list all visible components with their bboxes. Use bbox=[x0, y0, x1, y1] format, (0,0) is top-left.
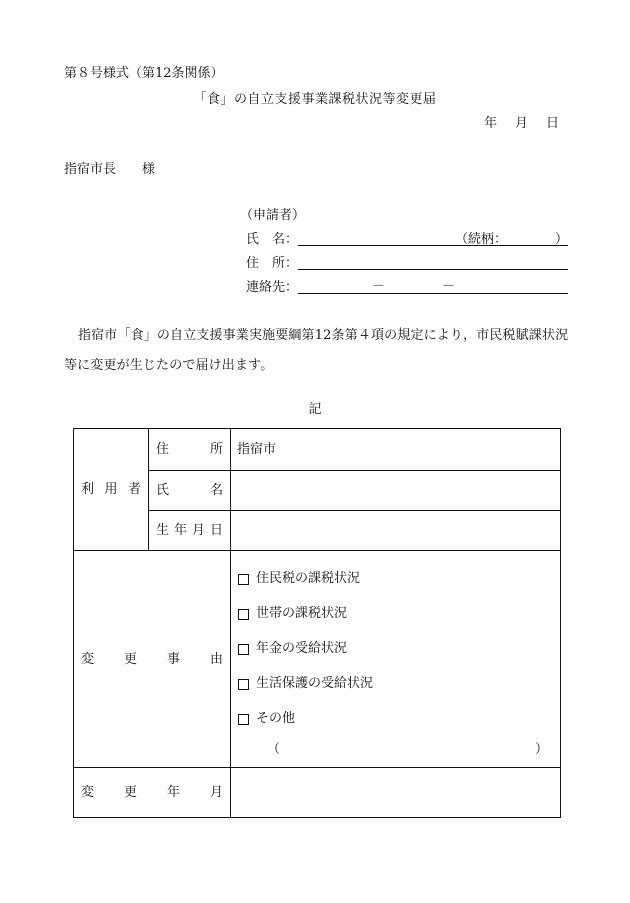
document-title: 「食」の自立支援事業課税状況等変更届 bbox=[193, 92, 437, 107]
address-label-char: 所 bbox=[209, 442, 223, 457]
applicant-name-label: 氏 名： bbox=[246, 232, 299, 247]
change-date-label-char: 更 bbox=[123, 785, 137, 800]
other-detail-field[interactable] bbox=[238, 743, 560, 767]
change-date-label-cell bbox=[74, 768, 231, 818]
name-label-cell bbox=[149, 471, 231, 511]
birth-label bbox=[156, 524, 230, 537]
table-row bbox=[74, 429, 561, 471]
option-label: 住民税の課税状況 bbox=[256, 571, 361, 586]
change-form-table bbox=[73, 428, 561, 818]
paren-close: ） bbox=[534, 742, 548, 757]
date-month: 月 bbox=[515, 116, 529, 131]
birth-value-cell[interactable] bbox=[231, 511, 561, 551]
address-label-char: 住 bbox=[156, 442, 170, 457]
form-number: 第８号様式（第12条関係） bbox=[64, 66, 224, 81]
applicant-address-label: 住 所： bbox=[246, 256, 299, 271]
change-item-label bbox=[74, 653, 230, 666]
date-day: 日 bbox=[546, 116, 560, 131]
birth-label-char: 日 bbox=[209, 523, 223, 538]
applicant-contact-field[interactable] bbox=[298, 293, 568, 294]
date-year: 年 bbox=[484, 116, 498, 131]
checkbox[interactable] bbox=[238, 679, 249, 690]
list-item[interactable] bbox=[238, 572, 560, 607]
change-item-label-char: 事 bbox=[166, 651, 180, 667]
ki-heading: 記 bbox=[308, 402, 322, 417]
user-label-char: 用 bbox=[104, 482, 118, 497]
user-label-char: 利 bbox=[81, 482, 95, 497]
option-label: その他 bbox=[256, 711, 296, 726]
option-label: 生活保護の受給状況 bbox=[256, 676, 374, 691]
option-label: 世帯の課税状況 bbox=[256, 606, 348, 621]
name-label bbox=[156, 484, 230, 497]
checkbox[interactable] bbox=[238, 574, 249, 585]
addressee-name: 指宿市長 bbox=[64, 162, 117, 177]
user-label-cell bbox=[74, 429, 149, 551]
applicant-address-field[interactable] bbox=[298, 269, 568, 270]
applicant-contact-label: 連絡先： bbox=[246, 280, 299, 295]
list-item[interactable] bbox=[238, 642, 560, 677]
relation-open: （続柄： bbox=[455, 232, 508, 247]
address-label bbox=[156, 443, 230, 456]
table-row bbox=[74, 551, 561, 768]
address-label-cell bbox=[149, 429, 231, 471]
contact-dash-1: － bbox=[372, 279, 386, 294]
address-value: 指宿市 bbox=[237, 442, 277, 457]
list-item[interactable] bbox=[238, 607, 560, 642]
address-value-cell[interactable] bbox=[231, 429, 561, 471]
user-label bbox=[74, 483, 148, 496]
date-line bbox=[484, 117, 559, 130]
option-label: 年金の受給状況 bbox=[256, 641, 348, 656]
name-label-char: 氏 bbox=[156, 483, 170, 498]
change-item-label-cell bbox=[74, 551, 231, 768]
contact-dash-2: － bbox=[442, 279, 456, 294]
relation-close: ） bbox=[555, 232, 569, 247]
birth-label-char: 年 bbox=[173, 523, 187, 538]
change-options-cell bbox=[231, 551, 561, 768]
checkbox[interactable] bbox=[238, 714, 249, 725]
change-date-label-char: 年 bbox=[166, 785, 180, 800]
change-date-label bbox=[74, 786, 230, 799]
change-date-label-char: 月 bbox=[209, 785, 223, 800]
list-item[interactable] bbox=[238, 712, 560, 743]
birth-label-char: 生 bbox=[156, 523, 170, 538]
change-item-label-char: 変 bbox=[81, 651, 95, 667]
name-label-char: 名 bbox=[209, 483, 223, 498]
birth-label-cell bbox=[149, 511, 231, 551]
addressee-honorific: 様 bbox=[142, 162, 156, 177]
change-item-label-char: 由 bbox=[209, 651, 223, 667]
change-date-label-char: 変 bbox=[81, 785, 95, 800]
body-text: 指宿市「食」の自立支援事業実施要綱第12条第４項の規定により，市民税賦課状況等に変更が生じたので届け出ます。 bbox=[64, 328, 569, 373]
list-item[interactable] bbox=[238, 677, 560, 712]
birth-label-char: 月 bbox=[191, 523, 205, 538]
name-value-cell[interactable] bbox=[231, 471, 561, 511]
table-row bbox=[74, 768, 561, 818]
change-item-label-char: 更 bbox=[123, 651, 137, 667]
addressee bbox=[64, 163, 155, 176]
change-date-value-cell[interactable] bbox=[231, 768, 561, 818]
paren-open: （ bbox=[267, 742, 281, 757]
checkbox[interactable] bbox=[238, 609, 249, 620]
applicant-heading: （申請者） bbox=[240, 208, 306, 223]
checkbox[interactable] bbox=[238, 644, 249, 655]
user-label-char: 者 bbox=[127, 482, 141, 497]
relation-label bbox=[455, 233, 568, 246]
